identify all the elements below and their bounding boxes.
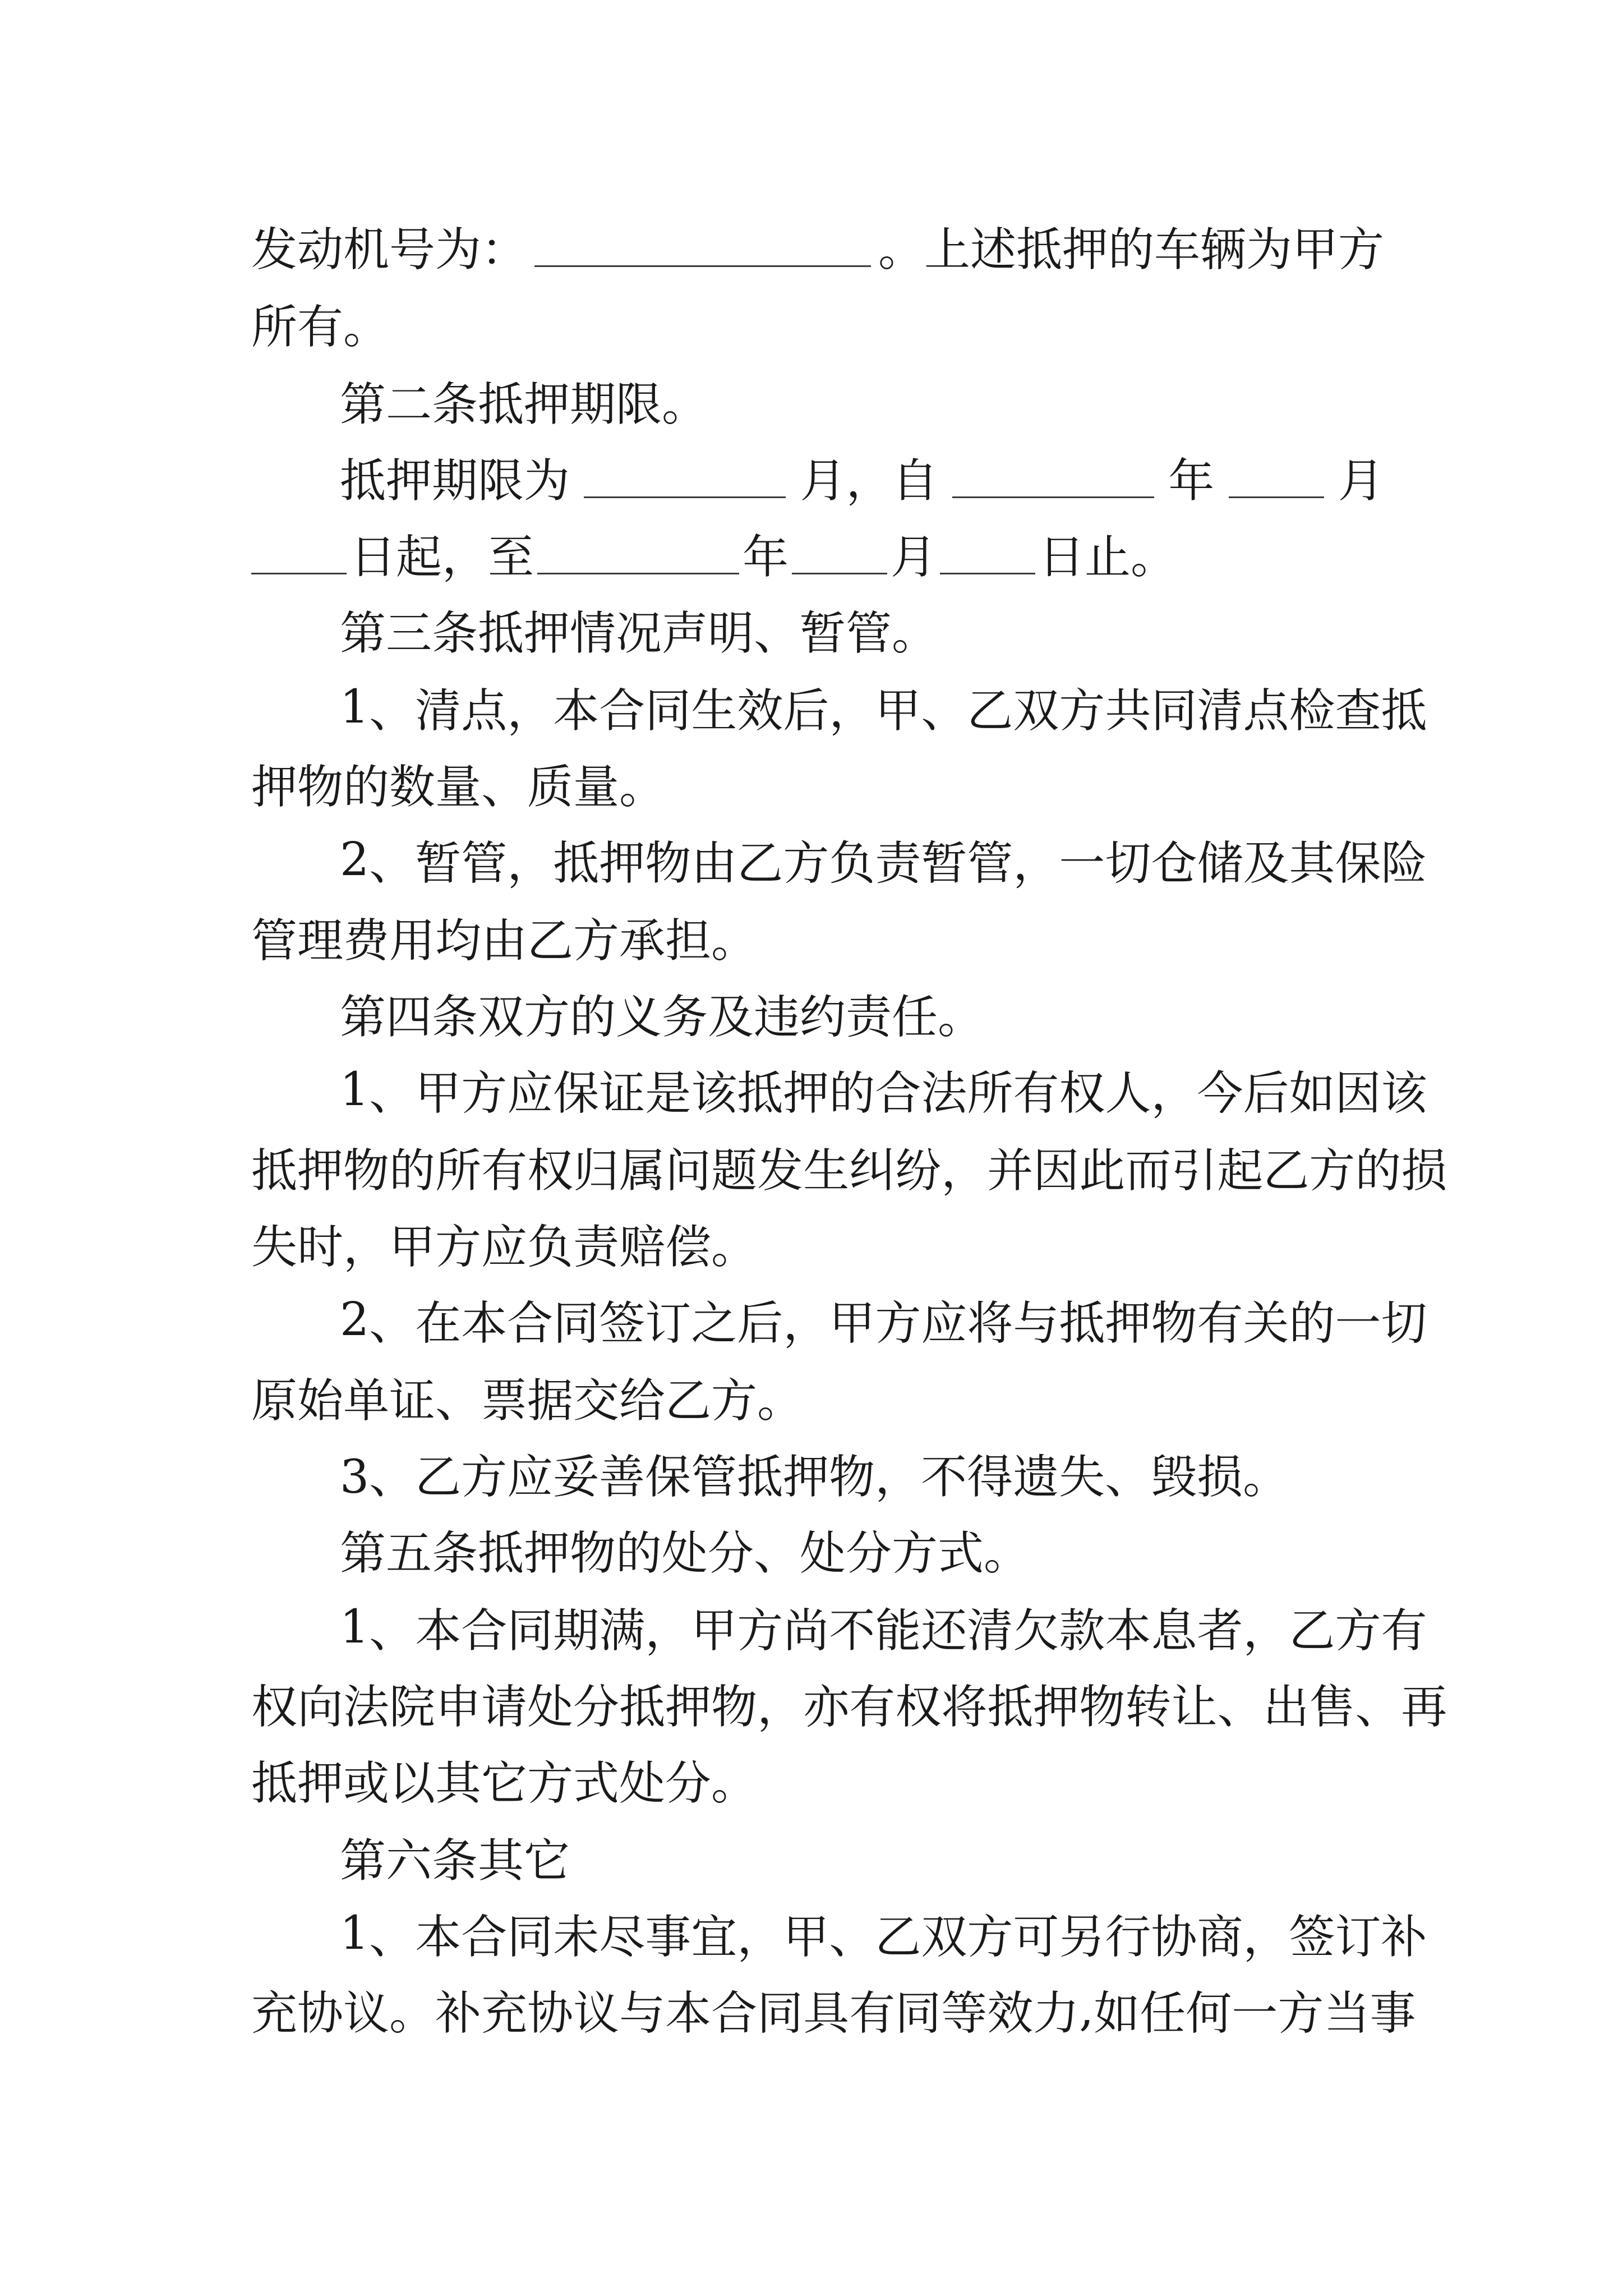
text-segment: 月	[1338, 454, 1384, 508]
text-char: 清	[1197, 684, 1243, 738]
text-char: ,	[1079, 1982, 1094, 2036]
text-char: 所	[435, 1144, 482, 1198]
text-char: 方	[737, 1604, 783, 1658]
text-line	[251, 206, 1384, 285]
text-char: 一	[1335, 1296, 1381, 1350]
text-char: 的	[1289, 1296, 1335, 1350]
text-segment: 年	[743, 530, 789, 584]
text-char: 可	[1013, 1910, 1059, 1964]
text-segment: 日起，至	[350, 530, 534, 584]
text-char: 归	[573, 1144, 620, 1198]
text-char: 其	[1289, 836, 1335, 890]
text-line: 所有。	[251, 300, 390, 354]
text-segment: 月，自	[800, 454, 938, 508]
text-char: 物	[343, 1144, 390, 1198]
text-char: 同	[895, 1986, 942, 2040]
text-char: 处	[527, 1680, 574, 1734]
text-char: 同	[645, 684, 691, 738]
text-line: 抵押或以其它方式处分。	[251, 1756, 758, 1810]
text-char: 本	[665, 1986, 712, 2040]
text-char: 纠	[849, 1144, 896, 1198]
text-char: 商	[1197, 1910, 1243, 1964]
text-char: 清	[415, 684, 462, 738]
start-day-blank	[251, 532, 347, 575]
text-char: 双	[1013, 684, 1059, 738]
text-char: 有	[1197, 1296, 1243, 1350]
text-char: 、	[921, 684, 967, 738]
text-char: 如	[1289, 1066, 1335, 1120]
engine-number-blank	[534, 224, 871, 268]
text-char: 与	[1013, 1296, 1059, 1350]
text-char: 并	[987, 1144, 1034, 1198]
text-line	[340, 820, 1427, 899]
text-char: 的	[829, 1066, 875, 1120]
text-char: 分	[573, 1680, 620, 1734]
text-char: 该	[1381, 1066, 1427, 1120]
term-months-blank	[584, 455, 786, 499]
end-day-blank	[940, 532, 1035, 575]
text-char: 法	[343, 1680, 390, 1734]
text-char: 合	[875, 1066, 921, 1120]
article-heading: 第六条其它	[340, 1834, 570, 1888]
text-char: 合	[711, 1986, 758, 2040]
text-line	[340, 1588, 1427, 1666]
text-char: 本	[553, 684, 600, 738]
text-line	[340, 438, 1384, 516]
text-line	[340, 1050, 1427, 1129]
text-char: 负	[829, 836, 875, 890]
text-char: 充	[481, 1986, 528, 2040]
text-char: 、	[369, 1910, 416, 1964]
text-char: 关	[1243, 1296, 1289, 1350]
start-month-blank	[1229, 455, 1324, 499]
text-char: 有	[849, 1680, 896, 1734]
text-char: 责	[875, 836, 921, 890]
text-char: 切	[1381, 1296, 1427, 1350]
text-line: 押物的数量、质量。	[251, 760, 666, 814]
text-char: 款	[1059, 1604, 1105, 1658]
text-char: 同	[553, 1296, 600, 1350]
text-segment: 月	[891, 530, 937, 584]
text-char: 力	[1033, 1986, 1080, 2040]
text-char: 同	[507, 1910, 554, 1964]
text-char: 1	[340, 1600, 370, 1654]
text-char: 转	[1125, 1680, 1172, 1734]
text-char: 还	[921, 1604, 967, 1658]
text-char: 而	[1125, 1144, 1172, 1198]
article-heading: 第三条抵押情况声明、暂管。	[340, 606, 938, 660]
text-char: 由	[691, 836, 737, 890]
text-char: 保	[553, 1066, 600, 1120]
text-segment: 抵押期限为	[340, 454, 570, 508]
text-char: 押	[783, 1066, 829, 1120]
text-char: 乙	[1289, 1604, 1335, 1658]
text-char: 题	[711, 1144, 758, 1198]
text-char: 、	[829, 1910, 875, 1964]
text-char: 未	[553, 1910, 600, 1964]
text-char: 一	[1232, 1986, 1278, 2040]
text-char: 暂	[415, 836, 462, 890]
text-char: 今	[1197, 1066, 1243, 1120]
text-char: 检	[1289, 684, 1335, 738]
text-char: 物	[645, 836, 691, 890]
start-year-blank	[952, 455, 1154, 499]
text-char: 申	[435, 1680, 482, 1734]
text-char: 同	[507, 1604, 554, 1658]
text-char: 者	[1197, 1604, 1243, 1658]
text-char: 。	[389, 1986, 436, 2040]
text-char: 发	[757, 1144, 804, 1198]
text-char: 乙	[875, 1910, 921, 1964]
end-year-blank	[537, 532, 739, 575]
text-char: 切	[1105, 836, 1151, 890]
text-char: 有	[1013, 1066, 1059, 1120]
text-char: 证	[599, 1066, 645, 1120]
text-char: 2	[340, 1292, 370, 1346]
text-char: 纷	[895, 1144, 942, 1198]
text-char: 暂	[921, 836, 967, 890]
text-char: 欠	[1013, 1604, 1059, 1658]
text-char: 押	[297, 1144, 344, 1198]
text-char: ，	[1243, 1604, 1289, 1658]
text-char: 本	[461, 1296, 508, 1350]
text-char: 充	[251, 1986, 298, 2040]
text-char: 、	[369, 1604, 416, 1658]
text-char: 方	[1309, 1144, 1355, 1198]
text-char: 何	[1186, 1986, 1232, 2040]
text-char: 损	[1401, 1144, 1447, 1198]
text-line	[340, 1894, 1427, 1972]
text-char: 抵	[987, 1680, 1034, 1734]
text-char: 因	[1335, 1066, 1381, 1120]
text-char: 险	[1381, 836, 1427, 890]
text-char: 有	[849, 1986, 896, 2040]
text-char: 方	[967, 1910, 1013, 1964]
text-char: 、	[369, 836, 416, 890]
text-char: 1	[340, 680, 370, 734]
text-line: 原始单证、票据交给乙方。	[251, 1374, 804, 1428]
text-char: 同	[757, 1986, 804, 2040]
text-char: 订	[645, 1296, 691, 1350]
text-char: 请	[481, 1680, 528, 1734]
text-char: ，	[829, 684, 875, 738]
text-char: 1	[340, 1062, 370, 1116]
text-char: 抵	[737, 1066, 783, 1120]
text-char: 方	[1278, 1986, 1324, 2040]
text-char: 点	[1243, 684, 1289, 738]
text-line	[340, 1280, 1427, 1359]
text-char: 另	[1059, 1910, 1105, 1964]
text-char: 该	[691, 1066, 737, 1120]
text-char: ，	[1243, 1910, 1289, 1964]
text-char: 权	[251, 1680, 298, 1734]
text-char: 抵	[251, 1144, 298, 1198]
text-char: 本	[1105, 1604, 1151, 1658]
text-char: 问	[665, 1144, 712, 1198]
text-char: 引	[1171, 1144, 1218, 1198]
text-char: 甲	[783, 1910, 829, 1964]
text-char: 将	[967, 1296, 1013, 1350]
text-char: 物	[711, 1680, 758, 1734]
text-char: 与	[619, 1986, 666, 2040]
text-char: 方	[1335, 1604, 1381, 1658]
text-char: 抵	[619, 1680, 666, 1734]
text-char: 押	[599, 836, 645, 890]
text-char: ，	[737, 1910, 783, 1964]
text-char: 起	[1217, 1144, 1264, 1198]
text-char: ，	[757, 1680, 804, 1734]
text-char: 及	[1243, 836, 1289, 890]
text-char: 议	[573, 1986, 620, 2040]
text-char: 押	[665, 1680, 712, 1734]
text-char: 议	[343, 1986, 390, 2040]
text-char: 人	[1105, 1066, 1151, 1120]
text-char: 订	[1335, 1910, 1381, 1964]
text-char: 签	[599, 1296, 645, 1350]
text-char: 、	[1217, 1680, 1264, 1734]
article-heading: 第二条抵押期限。	[340, 378, 708, 431]
text-char: 是	[645, 1066, 691, 1120]
text-char: 协	[1151, 1910, 1197, 1964]
text-char: 抵	[553, 836, 600, 890]
text-char: 合	[599, 684, 645, 738]
text-char: 方	[1059, 684, 1105, 738]
text-char: 将	[941, 1680, 988, 1734]
text-char: 、	[369, 684, 416, 738]
text-char: 法	[921, 1066, 967, 1120]
text-char: 物	[1151, 1296, 1197, 1350]
text-char: 查	[1335, 684, 1381, 738]
text-char: 让	[1171, 1680, 1218, 1734]
text-char: 后	[783, 684, 829, 738]
text-char: 1	[340, 1906, 370, 1960]
text-char: 所	[967, 1066, 1013, 1120]
text-line	[340, 668, 1427, 746]
text-char: 期	[553, 1604, 600, 1658]
text-char: 补	[435, 1986, 482, 2040]
text-char: 乙	[1263, 1144, 1310, 1198]
text-char: 尽	[599, 1910, 645, 1964]
text-line	[251, 1128, 1447, 1206]
text-char: ，	[941, 1144, 988, 1198]
text-char: 效	[737, 684, 783, 738]
text-char: 权	[1059, 1066, 1105, 1120]
text-char: 出	[1263, 1680, 1310, 1734]
text-char: 的	[1355, 1144, 1401, 1198]
end-month-blank	[792, 532, 887, 575]
text-char: 当	[1324, 1986, 1370, 2040]
text-line	[251, 1664, 1447, 1742]
text-char: 方	[783, 836, 829, 890]
text-char: ，	[1013, 836, 1059, 890]
text-char: 甲	[829, 1296, 875, 1350]
text-char: 属	[619, 1144, 666, 1198]
text-char: ，	[645, 1604, 691, 1658]
text-char: 满	[599, 1604, 645, 1658]
text-char: 协	[297, 1986, 344, 2040]
text-char: ，	[783, 1296, 829, 1350]
text-char: 后	[1243, 1066, 1289, 1120]
text-char: 任	[1140, 1986, 1186, 2040]
text-char: 应	[507, 1066, 554, 1120]
text-line: 3、乙方应妥善保管抵押物，不得遗失、毁损。	[340, 1450, 1289, 1504]
text-char: 本	[415, 1910, 462, 1964]
text-char: 院	[389, 1680, 436, 1734]
text-char: 清	[967, 1604, 1013, 1658]
text-char: 管	[967, 836, 1013, 890]
text-char: 合	[507, 1296, 554, 1350]
text-char: 权	[895, 1680, 942, 1734]
text-char: 同	[1151, 684, 1197, 738]
text-char: 、	[1355, 1680, 1401, 1734]
text-char: 乙	[737, 836, 783, 890]
text-char: 、	[369, 1066, 416, 1120]
text-char: 物	[1079, 1680, 1126, 1734]
text-char: 合	[461, 1910, 508, 1964]
text-char: 双	[921, 1910, 967, 1964]
text-char: ，	[507, 684, 554, 738]
text-char: 甲	[875, 684, 921, 738]
text-char: 如	[1094, 1986, 1140, 2040]
text-char: 押	[1105, 1296, 1151, 1350]
text-char: 本	[415, 1604, 462, 1658]
text-line: 管理费用均由乙方承担。	[251, 914, 758, 968]
text-char: 向	[297, 1680, 344, 1734]
text-char: 甲	[415, 1066, 462, 1120]
text-char: 能	[875, 1604, 921, 1658]
text-char: 方	[461, 1066, 508, 1120]
text-char: 此	[1079, 1144, 1126, 1198]
text-segment: 。上述抵押的车辆为甲方	[878, 223, 1384, 277]
text-char: 在	[415, 1296, 462, 1350]
engine-number-label: 发动机号为：	[251, 223, 528, 277]
text-char: 保	[1335, 836, 1381, 890]
text-char: 管	[461, 836, 508, 890]
text-char: 押	[1033, 1680, 1080, 1734]
text-char: 事	[1370, 1986, 1416, 2040]
article-heading: 第五条抵押物的处分、处分方式。	[340, 1526, 1030, 1580]
text-char: 具	[803, 1986, 850, 2040]
text-line: 失时，甲方应负责赔偿。	[251, 1220, 758, 1274]
text-char: 有	[481, 1144, 528, 1198]
text-char: 签	[1289, 1910, 1335, 1964]
text-char: 再	[1401, 1680, 1447, 1734]
text-char: 、	[369, 1296, 416, 1350]
text-char: 协	[527, 1986, 574, 2040]
text-char: 方	[875, 1296, 921, 1350]
text-char: 宜	[691, 1910, 737, 1964]
text-line	[251, 514, 1384, 592]
text-char: 售	[1309, 1680, 1355, 1734]
text-char: 一	[1059, 836, 1105, 890]
text-char: 合	[461, 1604, 508, 1658]
text-char: 补	[1381, 1910, 1427, 1964]
text-char: 2	[340, 832, 370, 886]
text-char: 之	[691, 1296, 737, 1350]
text-char: 的	[389, 1144, 436, 1198]
text-segment: 年	[1168, 454, 1215, 508]
text-char: 储	[1197, 836, 1243, 890]
text-char: 应	[921, 1296, 967, 1350]
text-char: 仓	[1151, 836, 1197, 890]
text-char: ，	[1151, 1066, 1197, 1120]
text-char: 权	[527, 1144, 574, 1198]
text-char: 生	[691, 684, 737, 738]
text-line	[251, 1970, 1416, 2049]
text-segment: 日止。	[1039, 530, 1177, 584]
article-heading: 第四条双方的义务及违约责任。	[340, 990, 984, 1044]
text-char: 行	[1105, 1910, 1151, 1964]
text-char: 等	[941, 1986, 988, 2040]
text-char: 有	[1381, 1604, 1427, 1658]
text-char: 抵	[1059, 1296, 1105, 1350]
text-char: 因	[1033, 1144, 1080, 1198]
text-char: 尚	[783, 1604, 829, 1658]
text-char: 生	[803, 1144, 850, 1198]
text-char: ，	[507, 836, 554, 890]
text-char: 甲	[691, 1604, 737, 1658]
text-char: 抵	[1381, 684, 1427, 738]
text-char: 效	[987, 1986, 1034, 2040]
text-char: 点	[461, 684, 508, 738]
text-char: 事	[645, 1910, 691, 1964]
text-char: 乙	[967, 684, 1013, 738]
text-char: 后	[737, 1296, 783, 1350]
text-char: 共	[1105, 684, 1151, 738]
text-char: 息	[1151, 1604, 1197, 1658]
text-char: 不	[829, 1604, 875, 1658]
text-char: 亦	[803, 1680, 850, 1734]
